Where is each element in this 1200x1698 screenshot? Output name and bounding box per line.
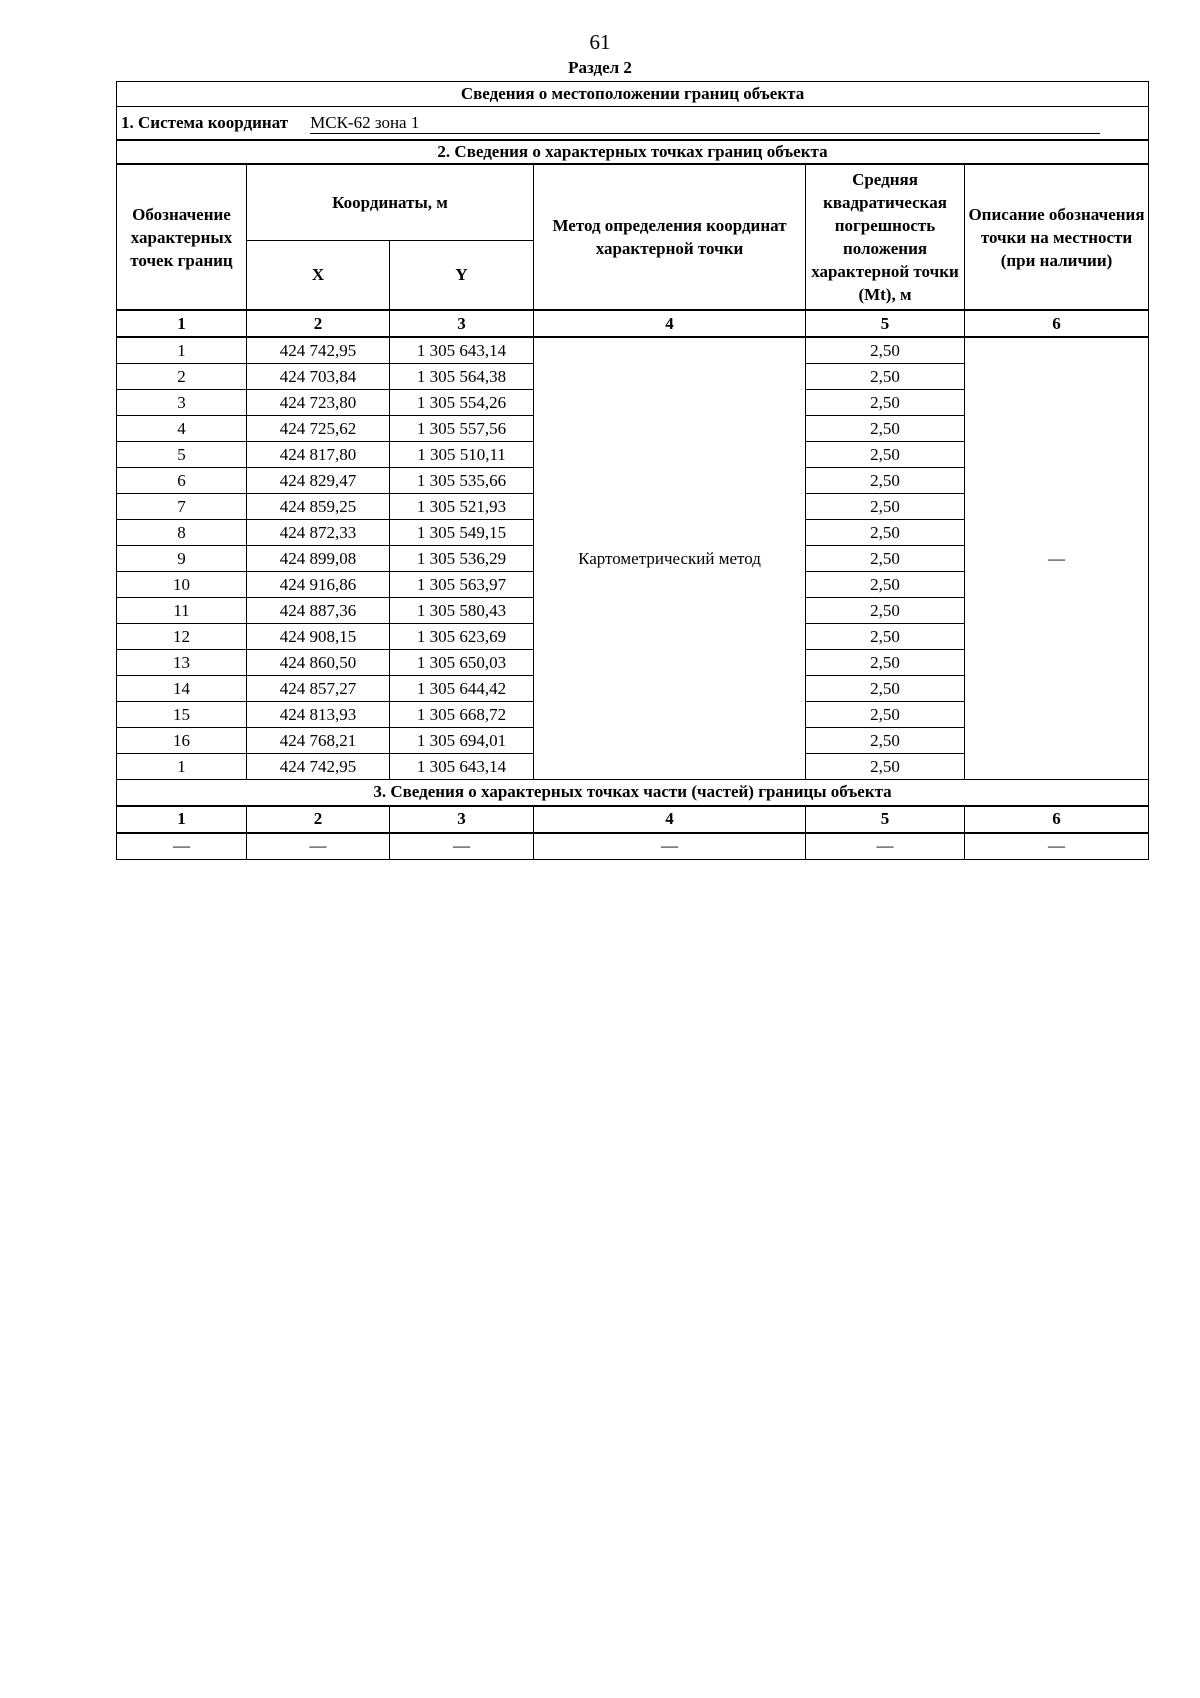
subsection-2-title: 2. Сведения о характерных точках границ объекта xyxy=(117,140,1149,164)
mt-value: 2,50 xyxy=(806,624,965,650)
coordinate-x: 424 916,86 xyxy=(247,572,390,598)
mt-value: 2,50 xyxy=(806,416,965,442)
part-cell: — xyxy=(117,833,247,860)
coordinate-x: 424 813,93 xyxy=(247,702,390,728)
mt-value: 2,50 xyxy=(806,754,965,780)
coordinate-y: 1 305 643,14 xyxy=(390,337,534,364)
mt-value: 2,50 xyxy=(806,520,965,546)
column-number: 1 xyxy=(117,310,247,337)
point-designation: 6 xyxy=(117,468,247,494)
coordinate-y: 1 305 535,66 xyxy=(390,468,534,494)
mt-value: 2,50 xyxy=(806,728,965,754)
part-cell: — xyxy=(965,833,1149,860)
point-designation: 5 xyxy=(117,442,247,468)
mt-value: 2,50 xyxy=(806,337,965,364)
mt-value: 2,50 xyxy=(806,650,965,676)
coordinate-x: 424 887,36 xyxy=(247,598,390,624)
header-description: Описание обозначения точки на местности (при наличии) xyxy=(965,164,1149,310)
point-designation: 9 xyxy=(117,546,247,572)
part-column-numbers-row xyxy=(117,806,1149,833)
subsection-3-title: 3. Сведения о характерных точках части (частей) границы объекта xyxy=(117,780,1149,806)
column-number: 3 xyxy=(390,806,534,833)
coordinate-y: 1 305 564,38 xyxy=(390,364,534,390)
part-cell: — xyxy=(247,833,390,860)
column-number: 2 xyxy=(247,806,390,833)
header-point-designation: Обозначение характерных точек границ xyxy=(117,164,247,310)
column-number: 5 xyxy=(806,806,965,833)
coordinate-x: 424 860,50 xyxy=(247,650,390,676)
coordinate-x: 424 829,47 xyxy=(247,468,390,494)
point-designation: 14 xyxy=(117,676,247,702)
coordinate-y: 1 305 650,03 xyxy=(390,650,534,676)
coordinate-y: 1 305 643,14 xyxy=(390,754,534,780)
point-designation: 8 xyxy=(117,520,247,546)
column-number: 4 xyxy=(534,806,806,833)
coordinate-x: 424 817,80 xyxy=(247,442,390,468)
column-number: 6 xyxy=(965,310,1149,337)
header-coordinates: Координаты, м xyxy=(247,164,534,240)
mt-value: 2,50 xyxy=(806,598,965,624)
point-designation: 7 xyxy=(117,494,247,520)
point-designation: 12 xyxy=(117,624,247,650)
coordinate-y: 1 305 521,93 xyxy=(390,494,534,520)
point-designation: 4 xyxy=(117,416,247,442)
mt-value: 2,50 xyxy=(806,494,965,520)
coordinate-x: 424 768,21 xyxy=(247,728,390,754)
column-number: 6 xyxy=(965,806,1149,833)
description-cell: — xyxy=(965,337,1149,780)
coordinate-x: 424 899,08 xyxy=(247,546,390,572)
coordinate-system-value: МСК-62 зона 1 xyxy=(310,113,1100,134)
coordinate-x: 424 872,33 xyxy=(247,520,390,546)
mt-value: 2,50 xyxy=(806,546,965,572)
mt-value: 2,50 xyxy=(806,572,965,598)
coordinate-y: 1 305 536,29 xyxy=(390,546,534,572)
page-number: 61 xyxy=(589,30,611,54)
part-cell: — xyxy=(806,833,965,860)
coordinate-x: 424 859,25 xyxy=(247,494,390,520)
mt-value: 2,50 xyxy=(806,442,965,468)
coordinate-y: 1 305 557,56 xyxy=(390,416,534,442)
part-table-row xyxy=(117,833,1149,860)
point-designation: 1 xyxy=(117,754,247,780)
column-number: 2 xyxy=(247,310,390,337)
mt-value: 2,50 xyxy=(806,364,965,390)
mt-value: 2,50 xyxy=(806,390,965,416)
coordinate-y: 1 305 644,42 xyxy=(390,676,534,702)
point-designation: 1 xyxy=(117,337,247,364)
coordinate-y: 1 305 554,26 xyxy=(390,390,534,416)
coordinate-x: 424 725,62 xyxy=(247,416,390,442)
coordinate-system-row xyxy=(117,107,1149,141)
coordinate-y: 1 305 563,97 xyxy=(390,572,534,598)
column-number: 3 xyxy=(390,310,534,337)
mt-value: 2,50 xyxy=(806,702,965,728)
column-numbers-row xyxy=(117,310,1149,337)
header-y: Y xyxy=(390,240,534,310)
coordinate-y: 1 305 510,11 xyxy=(390,442,534,468)
point-designation: 15 xyxy=(117,702,247,728)
point-designation: 3 xyxy=(117,390,247,416)
point-designation: 11 xyxy=(117,598,247,624)
column-number: 1 xyxy=(117,806,247,833)
mt-value: 2,50 xyxy=(806,468,965,494)
coordinate-y: 1 305 549,15 xyxy=(390,520,534,546)
header-method: Метод определения координат характерной точки xyxy=(534,164,806,310)
coordinate-x: 424 723,80 xyxy=(247,390,390,416)
table-row xyxy=(117,337,1149,364)
coordinate-y: 1 305 668,72 xyxy=(390,702,534,728)
boundary-table xyxy=(116,81,1149,860)
column-number: 4 xyxy=(534,310,806,337)
coordinate-y: 1 305 623,69 xyxy=(390,624,534,650)
mt-value: 2,50 xyxy=(806,676,965,702)
column-number: 5 xyxy=(806,310,965,337)
header-x: X xyxy=(247,240,390,310)
point-designation: 16 xyxy=(117,728,247,754)
table-title: Сведения о местоположении границ объекта xyxy=(117,82,1149,107)
method-cell: Картометрический метод xyxy=(534,337,806,780)
coordinate-x: 424 742,95 xyxy=(247,754,390,780)
point-designation: 13 xyxy=(117,650,247,676)
coordinate-system-label: 1. Система координат xyxy=(121,113,289,132)
coordinate-y: 1 305 694,01 xyxy=(390,728,534,754)
section-title: Раздел 2 xyxy=(568,58,632,77)
part-cell: — xyxy=(534,833,806,860)
coordinate-x: 424 908,15 xyxy=(247,624,390,650)
part-cell: — xyxy=(390,833,534,860)
coordinate-x: 424 703,84 xyxy=(247,364,390,390)
coordinate-y: 1 305 580,43 xyxy=(390,598,534,624)
header-mt: Средняя квадратическая погрешность положения характерной точки (Mt), м xyxy=(806,164,965,310)
point-designation: 10 xyxy=(117,572,247,598)
point-designation: 2 xyxy=(117,364,247,390)
coordinate-x: 424 857,27 xyxy=(247,676,390,702)
coordinate-x: 424 742,95 xyxy=(247,337,390,364)
